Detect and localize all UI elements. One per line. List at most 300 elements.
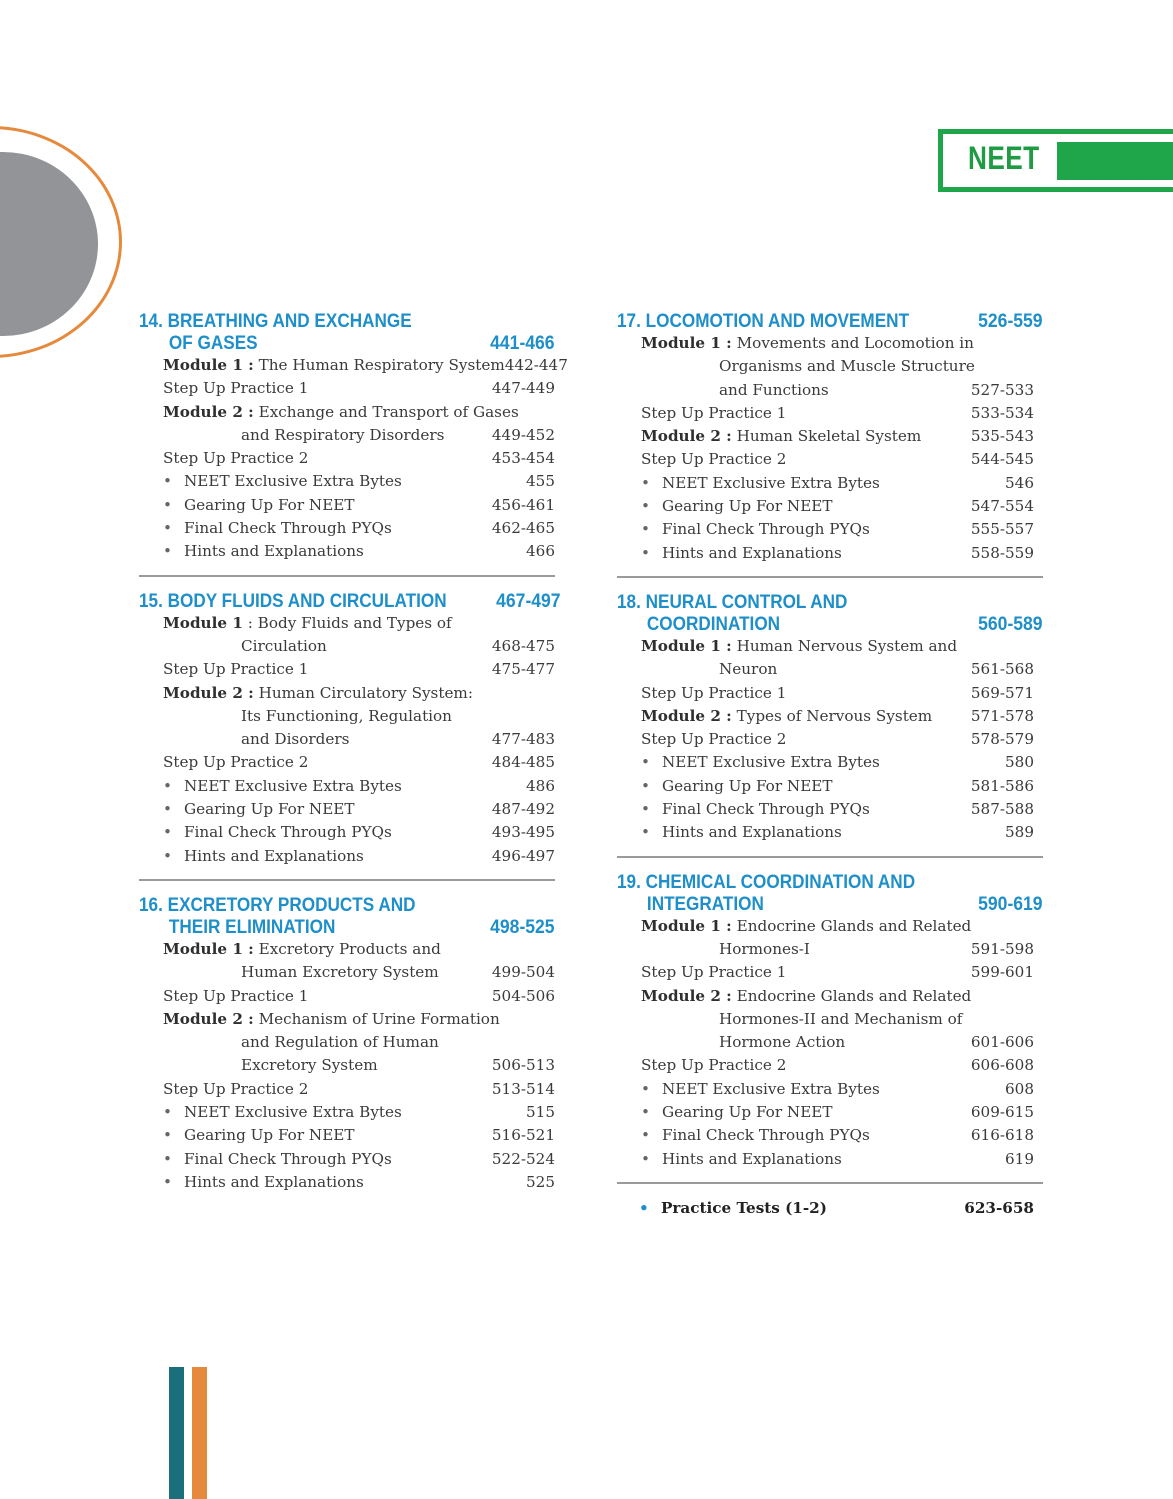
practice-tests-text: Practice Tests (1-2): [661, 1198, 827, 1217]
bullet-icon: •: [641, 753, 650, 772]
entry-text: [163, 612, 495, 635]
entry-text: Gearing Up For NEET: [184, 1126, 355, 1145]
module-entry-continued: [617, 658, 1043, 681]
entry-text: [641, 355, 975, 378]
entry-text: [163, 1031, 495, 1054]
module-title: The Human Respiratory System: [258, 356, 505, 374]
entry-text-wrap: [641, 495, 971, 518]
entry-pages: 527-533: [970, 380, 1034, 399]
module-entry[interactable]: [617, 332, 1043, 355]
bullet-icon: •: [641, 520, 650, 539]
module-label: Module 2 :: [641, 706, 732, 725]
entry-pages: 475-477: [491, 660, 555, 679]
practice-entry[interactable]: [617, 1054, 1043, 1077]
module-title: and Respiratory Disorders: [241, 425, 445, 444]
entry-text-wrap: [163, 494, 492, 517]
module-title: Human Excretory System: [241, 963, 439, 982]
entry-text: NEET Exclusive Extra Bytes: [662, 753, 880, 772]
entry-pages: 569-571: [970, 683, 1034, 702]
chapter-title-line-2: OF GASES: [168, 332, 258, 354]
entry-text-wrap: [641, 472, 974, 495]
chapter-title-line-1: 16. EXCRETORY PRODUCTS AND: [139, 893, 416, 916]
entry-text-wrap: [641, 775, 971, 798]
entry-text: Gearing Up For NEET: [662, 1103, 833, 1122]
entry-pages: 533-534: [970, 403, 1034, 422]
module-entry[interactable]: [617, 425, 1043, 448]
entry-text: [641, 915, 974, 938]
module-title: Excretory Products and: [258, 939, 441, 958]
entry-text: [163, 728, 492, 751]
bullet-icon: •: [163, 846, 172, 865]
module-entry-continued: [139, 424, 555, 447]
practice-entry[interactable]: [617, 682, 1043, 705]
entry-text: NEET Exclusive Extra Bytes: [662, 473, 880, 492]
entry-text: [163, 705, 495, 728]
module-title: Hormone Action: [719, 1033, 846, 1052]
module-title: Organisms and Muscle Structure: [719, 357, 975, 376]
entry-text-wrap: [163, 1101, 495, 1124]
bullet-entry[interactable]: [617, 542, 1043, 565]
entry-pages: 456-461: [491, 495, 555, 514]
module-label: Module 2 :: [163, 683, 254, 702]
module-label: Module 1 :: [641, 334, 732, 352]
toc-chapter: [617, 591, 1043, 845]
bullet-entry[interactable]: [139, 1148, 555, 1171]
practice-entry[interactable]: [139, 1078, 555, 1101]
entry-text-wrap: [163, 1148, 492, 1171]
bullet-entry[interactable]: [139, 494, 555, 517]
practice-entry[interactable]: [139, 377, 555, 400]
entry-text: NEET Exclusive Extra Bytes: [184, 472, 402, 491]
bullet-entry[interactable]: [139, 517, 555, 540]
bullet-icon: •: [641, 543, 650, 562]
chapter-pages: 467-497: [495, 589, 561, 612]
module-entry[interactable]: [139, 401, 555, 424]
entry-text: [163, 1008, 500, 1031]
practice-tests-entry[interactable]: [617, 1197, 1043, 1219]
practice-entry[interactable]: [617, 728, 1043, 751]
module-entry-continued: [139, 1054, 555, 1077]
entry-pages: 516-521: [491, 1126, 555, 1145]
module-title: Movements and Locomotion in: [736, 334, 974, 352]
bullet-entry[interactable]: [139, 775, 555, 798]
toc-chapter: [139, 589, 561, 868]
module-label: Module 1 :: [163, 939, 254, 958]
entry-text: [641, 938, 971, 961]
bullet-icon: •: [641, 1103, 650, 1122]
toc-right-column: [617, 310, 1043, 1219]
entry-text: NEET Exclusive Extra Bytes: [184, 776, 402, 795]
entry-text-wrap: [163, 821, 492, 844]
bullet-entry[interactable]: [139, 821, 555, 844]
entry-text: Step Up Practice 1: [641, 963, 787, 982]
entry-pages: 578-579: [970, 730, 1034, 749]
bullet-entry[interactable]: [617, 1078, 1043, 1101]
entry-text-wrap: [641, 821, 974, 844]
entry-text-wrap: [163, 470, 495, 493]
entry-pages: 455: [526, 472, 555, 491]
entry-text-wrap: [163, 798, 492, 821]
module-label: Module 1 :: [641, 636, 732, 655]
entry-text-wrap: [163, 540, 495, 563]
bullet-entry[interactable]: [617, 1148, 1043, 1171]
module-title: Types of Nervous System: [736, 706, 933, 725]
entry-pages: 561-568: [970, 660, 1034, 679]
module-entry[interactable]: [139, 1008, 555, 1031]
chapter-pages: 526-559: [978, 310, 1043, 332]
module-entry-continued: [617, 379, 1043, 402]
chapter-title-row: [617, 613, 1043, 635]
entry-text: [163, 635, 492, 658]
entry-pages: 571-578: [970, 706, 1034, 725]
entry-pages: 535-543: [970, 427, 1034, 446]
entry-pages: 589: [1005, 823, 1034, 842]
entry-pages: 513-514: [491, 1079, 555, 1098]
entry-text: Gearing Up For NEET: [184, 495, 355, 514]
entry-pages: 447-449: [491, 379, 555, 398]
entry-pages: 462-465: [491, 519, 555, 538]
bullet-entry[interactable]: [617, 495, 1043, 518]
chapter-title[interactable]: [617, 310, 1043, 332]
bullet-icon: •: [639, 1198, 649, 1217]
practice-entry[interactable]: [617, 448, 1043, 471]
entry-pages: 504-506: [491, 986, 555, 1005]
entry-text-wrap: [163, 1124, 492, 1147]
entry-text: Hints and Explanations: [662, 1149, 842, 1168]
entry-pages: 555-557: [970, 520, 1034, 539]
entry-text-wrap: [641, 798, 971, 821]
module-entry-continued: [139, 705, 555, 728]
entry-text: Step Up Practice 1: [163, 660, 309, 679]
module-label: Module 1 :: [641, 916, 732, 935]
entry-text-wrap: [163, 775, 495, 798]
entry-text-wrap: [641, 542, 971, 565]
chapter-title-row: [139, 916, 555, 938]
module-entry[interactable]: [617, 705, 1043, 728]
entry-text: Hints and Explanations: [662, 823, 842, 842]
entry-pages: 496-497: [491, 846, 555, 865]
entry-pages: 591-598: [970, 939, 1034, 958]
entry-text: Step Up Practice 2: [163, 1079, 309, 1098]
bullet-entry[interactable]: [139, 798, 555, 821]
entry-text: Hints and Explanations: [184, 542, 364, 561]
bullet-icon: •: [163, 823, 172, 842]
practice-tests-pages: 623-658: [964, 1198, 1034, 1217]
module-colon: :: [242, 613, 258, 632]
bullet-icon: •: [163, 1172, 172, 1191]
module-entry-continued: [617, 1008, 1043, 1031]
neet-badge-bar: [1057, 142, 1173, 180]
entry-pages: 493-495: [491, 823, 555, 842]
bullet-entry[interactable]: [617, 821, 1043, 844]
module-entry[interactable]: [617, 915, 1043, 938]
entry-text-wrap: [641, 1078, 974, 1101]
bullet-entry[interactable]: [139, 470, 555, 493]
chapter-title[interactable]: [139, 310, 555, 354]
bullet-icon: •: [641, 1149, 650, 1168]
entry-pages: 499-504: [491, 963, 555, 982]
chapter-title-line-2: THEIR ELIMINATION: [168, 915, 336, 938]
bullet-icon: •: [641, 823, 650, 842]
decorative-stripe-orange: [192, 1367, 207, 1499]
bullet-entry[interactable]: [617, 751, 1043, 774]
module-title: Human Skeletal System: [736, 427, 922, 446]
module-label: Module 1: [163, 613, 243, 632]
entry-pages: 581-586: [970, 776, 1034, 795]
module-title: Circulation: [241, 636, 327, 655]
module-title: Excretory System: [241, 1056, 378, 1075]
module-entry-continued: [617, 355, 1043, 378]
bullet-icon: •: [163, 495, 172, 514]
practice-entry[interactable]: [139, 447, 555, 470]
toc-chapter: [139, 310, 568, 564]
entry-text: Final Check Through PYQs: [184, 519, 392, 538]
chapter-title-line-2: INTEGRATION: [646, 892, 764, 915]
bullet-icon: •: [163, 1103, 172, 1122]
entry-text: [163, 938, 495, 961]
entry-pages: 547-554: [970, 497, 1034, 516]
toc-chapter: [139, 894, 555, 1194]
bullet-icon: •: [163, 542, 172, 561]
entry-text: Step Up Practice 1: [163, 986, 309, 1005]
chapter-title-line-1: 15. BODY FLUIDS AND CIRCULATION: [139, 589, 447, 612]
entry-text: Step Up Practice 1: [163, 379, 309, 398]
module-title: Human Nervous System and: [736, 636, 958, 655]
entry-pages: 599-601: [970, 963, 1034, 982]
section-divider: [139, 879, 555, 881]
entry-pages: 609-615: [970, 1103, 1034, 1122]
bullet-entry[interactable]: [617, 1101, 1043, 1124]
bullet-entry[interactable]: [139, 540, 555, 563]
entry-text: [163, 354, 505, 377]
entry-pages: 619: [1005, 1149, 1034, 1168]
entry-text: [641, 1031, 971, 1054]
entry-text: Final Check Through PYQs: [184, 1149, 392, 1168]
bullet-entry[interactable]: [617, 1124, 1043, 1147]
entry-pages: 442-447: [504, 356, 568, 374]
entry-text: [163, 961, 492, 984]
entry-text: [641, 658, 971, 681]
entry-pages: 486: [526, 776, 555, 795]
bullet-icon: •: [641, 1079, 650, 1098]
entry-pages: 453-454: [491, 449, 555, 468]
chapter-title[interactable]: [617, 591, 1043, 635]
module-title: Exchange and Transport of Gases: [258, 402, 519, 421]
module-title: Hormones-I: [719, 939, 810, 958]
entry-pages: 580: [1005, 753, 1034, 772]
entry-text-wrap: [163, 1171, 495, 1194]
chapter-pages: 498-525: [490, 915, 555, 938]
practice-tests-label: [639, 1197, 827, 1219]
chapter-title-row: [139, 332, 555, 354]
bullet-entry[interactable]: [139, 1124, 555, 1147]
module-entry[interactable]: [139, 354, 568, 377]
section-divider: [617, 1182, 1043, 1184]
entry-text: [163, 1054, 492, 1077]
section-divider: [617, 856, 1043, 858]
bullet-icon: •: [641, 1126, 650, 1145]
module-title: and Functions: [719, 380, 829, 399]
bullet-icon: •: [641, 497, 650, 516]
practice-entry[interactable]: [139, 658, 555, 681]
entry-pages: 608: [1005, 1079, 1034, 1098]
module-title: Hormones-II and Mechanism of: [719, 1009, 963, 1028]
module-label: Module 2 :: [641, 986, 732, 1005]
chapter-title-line-1: 19. CHEMICAL COORDINATION AND: [617, 870, 916, 893]
module-entry[interactable]: [139, 612, 555, 635]
bullet-entry[interactable]: [139, 1171, 555, 1194]
entry-text: Hints and Explanations: [184, 1172, 364, 1191]
bullet-entry[interactable]: [139, 1101, 555, 1124]
module-entry-continued: [139, 961, 555, 984]
entry-text: [641, 985, 974, 1008]
bullet-entry[interactable]: [617, 775, 1043, 798]
entry-pages: 449-452: [491, 425, 555, 444]
module-entry[interactable]: [617, 985, 1043, 1008]
entry-text: [163, 424, 492, 447]
bullet-entry[interactable]: [617, 518, 1043, 541]
entry-text-wrap: [641, 1124, 971, 1147]
practice-entry[interactable]: [139, 985, 555, 1008]
module-entry[interactable]: [139, 938, 555, 961]
entry-pages: 484-485: [491, 753, 555, 772]
entry-text-wrap: [641, 1101, 971, 1124]
bullet-icon: •: [163, 800, 172, 819]
entry-text: Step Up Practice 2: [163, 753, 309, 772]
entry-text: [641, 635, 974, 658]
chapter-title-line-1: 14. BREATHING AND EXCHANGE: [139, 310, 412, 332]
bullet-icon: •: [163, 1149, 172, 1168]
toc-chapter: [617, 871, 1043, 1171]
toc-left-column: [139, 310, 568, 1194]
chapter-title[interactable]: [617, 871, 1043, 915]
entry-text-wrap: [641, 751, 974, 774]
chapter-title[interactable]: [139, 589, 561, 612]
entry-text: [163, 401, 519, 424]
entry-pages: 525: [526, 1172, 555, 1191]
module-title: Human Circulatory System:: [258, 683, 473, 702]
entry-text: Final Check Through PYQs: [662, 1126, 870, 1145]
entry-text: [641, 332, 974, 355]
entry-text: [641, 379, 971, 402]
entry-text: Gearing Up For NEET: [662, 497, 833, 516]
module-entry-continued: [139, 728, 555, 751]
bullet-entry[interactable]: [617, 472, 1043, 495]
module-title: Neuron: [719, 660, 778, 679]
module-title: Endocrine Glands and Related: [736, 916, 972, 935]
module-label: Module 2 :: [163, 402, 254, 421]
entry-text-wrap: [163, 845, 492, 868]
module-entry-continued: [617, 1031, 1043, 1054]
entry-text: [641, 1008, 974, 1031]
chapter-pages: 560-589: [978, 612, 1043, 635]
entry-text: Final Check Through PYQs: [662, 800, 870, 819]
module-title: and Regulation of Human: [241, 1033, 439, 1052]
practice-entry[interactable]: [617, 961, 1043, 984]
module-title: Endocrine Glands and Related: [736, 986, 972, 1005]
bullet-icon: •: [641, 473, 650, 492]
entry-text: Gearing Up For NEET: [662, 776, 833, 795]
section-divider: [617, 576, 1043, 578]
entry-pages: 546: [1005, 473, 1034, 492]
entry-text: NEET Exclusive Extra Bytes: [662, 1079, 880, 1098]
chapter-title-row: [617, 893, 1043, 915]
entry-text: [641, 425, 971, 448]
entry-text: Step Up Practice 2: [641, 730, 787, 749]
entry-text: Final Check Through PYQs: [184, 823, 392, 842]
chapter-pages: 441-466: [490, 332, 555, 354]
bullet-icon: •: [641, 776, 650, 795]
entry-pages: 515: [526, 1103, 555, 1122]
neet-badge-text: NEET: [968, 140, 1040, 176]
entry-pages: 616-618: [970, 1126, 1034, 1145]
entry-text-wrap: [163, 517, 492, 540]
entry-pages: 558-559: [970, 543, 1034, 562]
bullet-icon: •: [163, 1126, 172, 1145]
module-entry[interactable]: [139, 682, 555, 705]
entry-text: Step Up Practice 2: [641, 1056, 787, 1075]
chapter-title-line-1: 18. NEURAL CONTROL AND: [617, 590, 848, 613]
entry-text: Hints and Explanations: [662, 543, 842, 562]
bullet-icon: •: [163, 519, 172, 538]
entry-text: Hints and Explanations: [184, 846, 364, 865]
entry-text: [163, 682, 495, 705]
bullet-icon: •: [163, 776, 172, 795]
entry-pages: 606-608: [970, 1056, 1034, 1075]
decorative-stripe-teal: [169, 1367, 184, 1499]
bullet-entry[interactable]: [617, 798, 1043, 821]
module-entry-continued: [139, 635, 555, 658]
entry-text-wrap: [641, 518, 971, 541]
module-title: Mechanism of Urine Formation: [258, 1009, 500, 1028]
module-label: Module 2 :: [163, 1009, 254, 1028]
entry-text: Step Up Practice 2: [641, 450, 787, 469]
practice-entry[interactable]: [617, 402, 1043, 425]
module-entry-continued: [139, 1031, 555, 1054]
module-label: Module 2 :: [641, 427, 732, 446]
entry-text-wrap: [641, 1148, 974, 1171]
entry-pages: 487-492: [491, 800, 555, 819]
entry-pages: 601-606: [970, 1033, 1034, 1052]
entry-text: Final Check Through PYQs: [662, 520, 870, 539]
chapter-pages: 590-619: [978, 892, 1043, 915]
module-entry[interactable]: [617, 635, 1043, 658]
bullet-entry[interactable]: [139, 845, 555, 868]
chapter-title[interactable]: [139, 894, 555, 938]
section-divider: [139, 575, 555, 577]
entry-pages: 468-475: [491, 636, 555, 655]
entry-pages: 587-588: [970, 800, 1034, 819]
entry-text: Step Up Practice 2: [163, 449, 309, 468]
entry-text: [641, 705, 971, 728]
practice-entry[interactable]: [139, 751, 555, 774]
entry-pages: 477-483: [491, 730, 555, 749]
module-title: Body Fluids and Types of: [257, 613, 452, 632]
entry-text: NEET Exclusive Extra Bytes: [184, 1103, 402, 1122]
entry-pages: 544-545: [970, 450, 1034, 469]
module-title: and Disorders: [241, 730, 350, 749]
bullet-icon: •: [163, 472, 172, 491]
entry-text: Step Up Practice 1: [641, 683, 787, 702]
bullet-icon: •: [641, 800, 650, 819]
chapter-title-line-1: 17. LOCOMOTION AND MOVEMENT: [617, 310, 910, 332]
module-label: Module 1 :: [163, 356, 254, 374]
entry-text: Gearing Up For NEET: [184, 800, 355, 819]
toc-chapter: [617, 310, 1043, 565]
entry-pages: 506-513: [491, 1056, 555, 1075]
entry-pages: 522-524: [491, 1149, 555, 1168]
chapter-title-line-2: COORDINATION: [646, 612, 781, 635]
